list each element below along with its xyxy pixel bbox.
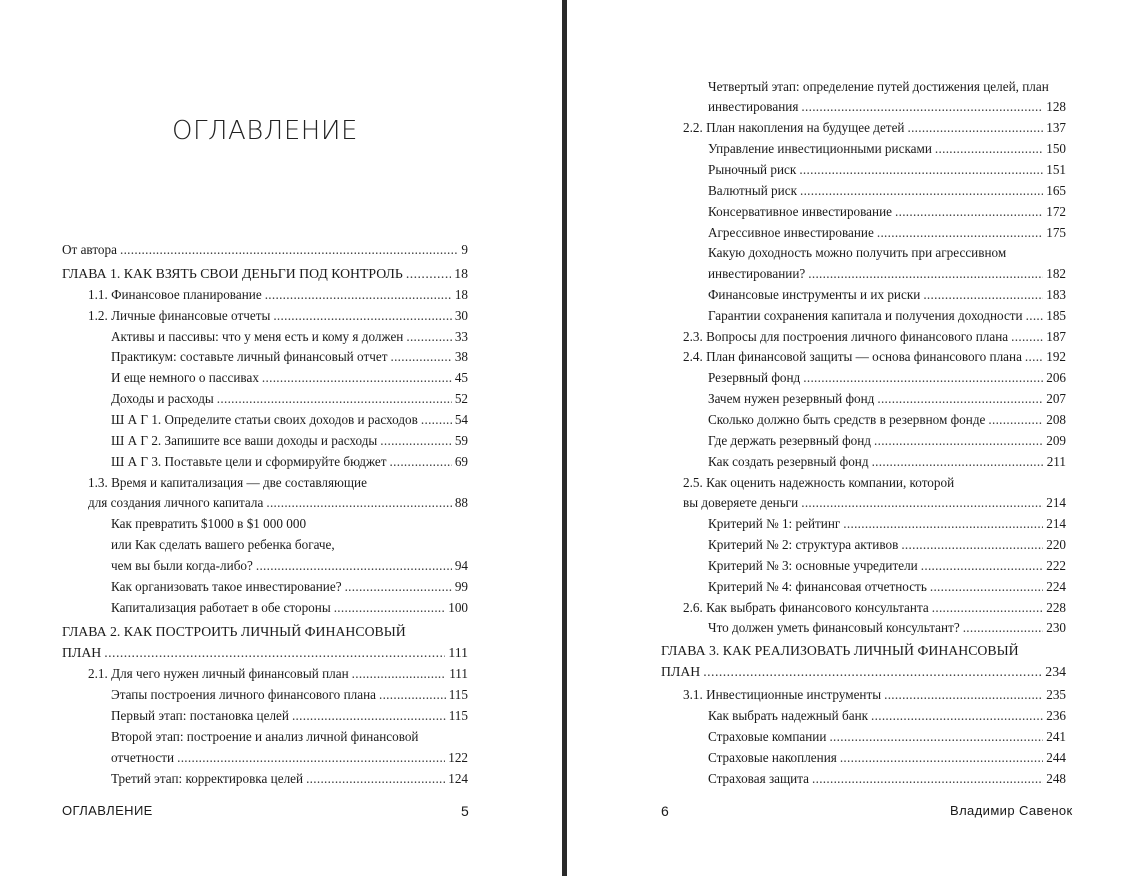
toc-entry-label: Рыночный риск — [708, 162, 797, 177]
toc-leader-dots — [306, 768, 445, 789]
toc-entry-page: 115 — [448, 708, 468, 723]
toc-entry-label: ПЛАН — [62, 645, 102, 660]
toc-entry — [708, 726, 1066, 747]
toc-leader-dots — [256, 555, 452, 576]
toc-leader-dots — [921, 555, 1043, 576]
toc-entry-page: 182 — [1046, 266, 1066, 281]
toc-entry-label: ПЛАН — [661, 664, 701, 679]
toc-entry-page: 183 — [1046, 287, 1066, 302]
toc-entry-label: Страховые компании — [708, 729, 827, 744]
toc-entry-page: 187 — [1046, 329, 1066, 344]
toc-entry-label: Критерий № 2: структура активов — [708, 537, 899, 552]
toc-entry-line: Второй этап: построение и анализ личной финансовой — [111, 729, 419, 744]
toc-leader-dots — [177, 747, 445, 768]
toc-entry-label: 2.3. Вопросы для построения личного финансового плана — [683, 329, 1009, 344]
toc-entry-label: инвестировании? — [708, 266, 806, 281]
toc-entry-label: Ш А Г 1. Определите статьи своих доходов и расходов — [111, 412, 418, 427]
toc-entry-page: 185 — [1046, 308, 1066, 323]
toc-entry — [111, 409, 468, 430]
toc-entry-line: или Как сделать вашего ребенка богаче, — [111, 537, 335, 552]
toc-entry — [708, 409, 1066, 430]
toc-entry — [111, 768, 468, 789]
toc-entry-line: Как превратить $1000 в $1 000 000 — [111, 516, 307, 531]
toc-entry-page: 18 — [454, 287, 468, 302]
toc-entry-page: 208 — [1046, 412, 1066, 427]
toc-leader-dots — [273, 305, 451, 326]
toc-entry-label: Капитализация работает в обе стороны — [111, 600, 331, 615]
toc-entry-line: 2.5. Как оценить надежность компании, которой — [683, 475, 955, 490]
toc-entry — [708, 263, 1066, 284]
toc-entry-page: 33 — [454, 329, 468, 344]
toc-entry-label: Критерий № 3: основные учредители — [708, 558, 918, 573]
toc-entry-page: 59 — [454, 433, 468, 448]
toc-leader-dots — [884, 684, 1043, 705]
toc-entry-label: Активы и пассивы: что у меня есть и кому я должен — [111, 329, 404, 344]
toc-entry-label: Этапы построения личного финансового плана — [111, 687, 376, 702]
toc-leader-dots — [379, 684, 446, 705]
toc-leader-dots — [1026, 305, 1044, 326]
toc-entry — [62, 263, 468, 284]
toc-entry-page: 99 — [454, 579, 468, 594]
toc-entry-page: 248 — [1046, 771, 1066, 786]
toc-entry-page: 235 — [1046, 687, 1066, 702]
toc-entry — [708, 555, 1066, 576]
toc-leader-dots — [803, 367, 1043, 388]
toc-leader-dots — [406, 263, 451, 284]
toc-leader-dots — [923, 284, 1043, 305]
toc-entry — [708, 180, 1066, 201]
toc-entry-label: Финансовые инструменты и их риски — [708, 287, 921, 302]
toc-entry-page: 111 — [448, 645, 468, 660]
toc-entry — [708, 159, 1066, 180]
footer-title: ОГЛАВЛЕНИЕ — [62, 803, 153, 818]
toc-leader-dots — [406, 326, 451, 347]
toc-entry-label: 2.2. План накопления на будущее детей — [683, 120, 905, 135]
toc-entry-label: 1.1. Финансовое планирование — [88, 287, 262, 302]
toc-entry-label: Практикум: составьте личный финансовый отчет — [111, 349, 388, 364]
toc-leader-dots — [874, 430, 1043, 451]
toc-leader-dots — [345, 576, 452, 597]
toc-entry-page: 94 — [454, 558, 468, 573]
toc-entry — [111, 451, 468, 472]
toc-entry-page: 137 — [1046, 120, 1066, 135]
toc-entry — [111, 555, 468, 576]
toc-entry — [88, 284, 468, 305]
toc-entry — [88, 663, 468, 684]
toc-entry-page: 228 — [1046, 600, 1066, 615]
toc-entry-label: Валютный риск — [708, 183, 797, 198]
toc-leader-dots — [801, 96, 1043, 117]
toc-entry — [708, 96, 1066, 117]
toc-entry — [111, 388, 468, 409]
toc-leader-dots — [799, 159, 1043, 180]
toc-entry-page: 214 — [1046, 495, 1066, 510]
toc-entry-line: 1.3. Время и капитализация — две составляющие — [88, 475, 367, 490]
toc-entry — [708, 513, 1066, 534]
toc-entry-label: вы доверяете деньги — [683, 495, 799, 510]
toc-entry-label: Третий этап: корректировка целей — [111, 771, 304, 786]
toc-entry — [708, 284, 1066, 305]
toc-entry-page: 165 — [1046, 183, 1066, 198]
toc-leader-dots — [932, 597, 1043, 618]
toc-entry — [708, 201, 1066, 222]
toc-entry-label: отчетности — [111, 750, 175, 765]
toc-entry — [683, 492, 1066, 513]
toc-leader-dots — [930, 576, 1043, 597]
toc-entry-page: 38 — [454, 349, 468, 364]
toc-entry — [111, 430, 468, 451]
toc-entry — [708, 576, 1066, 597]
toc-entry — [661, 661, 1066, 682]
toc-entry-label: Управление инвестиционными рисками — [708, 141, 932, 156]
toc-entry — [708, 388, 1066, 409]
toc-entry-page: 241 — [1046, 729, 1066, 744]
toc-entry — [683, 346, 1066, 367]
footer-page-number: 6 — [661, 803, 669, 819]
page-title: ОГЛАВЛЕНИЕ — [172, 116, 358, 146]
toc-entry-page: 220 — [1046, 537, 1066, 552]
toc-leader-dots — [840, 747, 1043, 768]
toc-leader-dots — [334, 597, 446, 618]
toc-leader-dots — [352, 663, 447, 684]
toc-leader-dots — [380, 430, 452, 451]
toc-leader-dots — [843, 513, 1043, 534]
toc-entry-label: 2.6. Как выбрать финансового консультанта — [683, 600, 929, 615]
toc-entry-label: Критерий № 1: рейтинг — [708, 516, 841, 531]
toc-entry-page: 128 — [1046, 99, 1066, 114]
toc-entry-label: инвестирования — [708, 99, 799, 114]
footer-author: Владимир Савенок — [950, 803, 1073, 818]
toc-leader-dots — [808, 263, 1043, 284]
toc-entry — [708, 534, 1066, 555]
toc-entry-label: Где держать резервный фонд — [708, 433, 872, 448]
toc-leader-dots — [907, 117, 1043, 138]
toc-entry — [111, 367, 468, 388]
toc-entry — [708, 705, 1066, 726]
toc-entry-page: 122 — [448, 750, 468, 765]
toc-leader-dots — [895, 201, 1043, 222]
toc-leader-dots — [262, 367, 452, 388]
toc-entry-page: 192 — [1046, 349, 1066, 364]
toc-entry-label: Гарантии сохранения капитала и получения доходности — [708, 308, 1023, 323]
toc-entry-page: 214 — [1046, 516, 1066, 531]
toc-entry — [111, 597, 468, 618]
toc-entry — [708, 451, 1066, 472]
toc-leader-dots — [265, 284, 452, 305]
toc-entry-label: Страховые накопления — [708, 750, 837, 765]
left-page — [0, 0, 562, 876]
toc-leader-dots — [800, 180, 1043, 201]
toc-leader-dots — [901, 534, 1043, 555]
toc-leader-dots — [1025, 346, 1043, 367]
toc-leader-dots — [390, 346, 451, 367]
toc-leader-dots — [1011, 326, 1043, 347]
toc-entry-page: 230 — [1046, 620, 1066, 635]
footer-page-number: 5 — [461, 803, 469, 819]
toc-entry — [683, 117, 1066, 138]
toc-entry-label: Доходы и расходы — [111, 391, 214, 406]
toc-entry-label: Как организовать такое инвестирование? — [111, 579, 342, 594]
toc-entry — [111, 747, 468, 768]
toc-entry-label: ГЛАВА 1. КАК ВЗЯТЬ СВОИ ДЕНЬГИ ПОД КОНТРОЛЬ — [62, 266, 403, 281]
toc-leader-dots — [871, 705, 1043, 726]
toc-entry-page: 151 — [1046, 162, 1066, 177]
toc-entry-label: Зачем нужен резервный фонд — [708, 391, 875, 406]
toc-entry — [88, 492, 468, 513]
toc-leader-dots — [877, 388, 1043, 409]
toc-leader-dots — [703, 661, 1042, 682]
toc-entry — [683, 597, 1066, 618]
toc-entry-page: 45 — [454, 370, 468, 385]
toc-entry-label: Критерий № 4: финансовая отчетность — [708, 579, 927, 594]
toc-entry-page: 236 — [1046, 708, 1066, 723]
toc-entry-page: 206 — [1046, 370, 1066, 385]
toc-entry-line: Какую доходность можно получить при агрессивном — [708, 245, 1007, 260]
toc-entry-label: Консервативное инвестирование — [708, 204, 893, 219]
toc-entry-page: 222 — [1046, 558, 1066, 573]
toc-entry — [683, 684, 1066, 705]
toc-leader-dots — [120, 239, 458, 260]
toc-leader-dots — [421, 409, 452, 430]
toc-entry-page: 175 — [1046, 225, 1066, 240]
toc-entry — [111, 326, 468, 347]
toc-entry-page: 69 — [454, 454, 468, 469]
toc-entry-label: для создания личного капитала — [88, 495, 264, 510]
toc-entry-label: 3.1. Инвестиционные инструменты — [683, 687, 882, 702]
toc-entry-label: 1.2. Личные финансовые отчеты — [88, 308, 271, 323]
toc-entry-page: 172 — [1046, 204, 1066, 219]
toc-entry-label: И еще немного о пассивах — [111, 370, 259, 385]
toc-entry — [683, 326, 1066, 347]
toc-entry-label: От автора — [62, 242, 117, 257]
toc-leader-dots — [266, 492, 451, 513]
toc-leader-dots — [812, 768, 1043, 789]
toc-entry — [111, 705, 468, 726]
toc-leader-dots — [292, 705, 446, 726]
toc-entry-page: 207 — [1046, 391, 1066, 406]
toc-entry — [111, 346, 468, 367]
toc-entry-page: 100 — [448, 600, 468, 615]
toc-entry — [62, 642, 468, 663]
toc-entry-label: Ш А Г 2. Запишите все ваши доходы и расходы — [111, 433, 378, 448]
toc-entry-label: 2.1. Для чего нужен личный финансовый план — [88, 666, 349, 681]
toc-entry — [708, 222, 1066, 243]
toc-entry — [62, 239, 468, 260]
toc-entry-label: Агрессивное инвестирование — [708, 225, 874, 240]
toc-entry-page: 211 — [1046, 454, 1066, 469]
toc-entry-label: Страховая защита — [708, 771, 809, 786]
toc-entry-label: Резервный фонд — [708, 370, 801, 385]
right-page — [567, 0, 1130, 876]
toc-entry-label: Как создать резервный фонд — [708, 454, 869, 469]
toc-entry-page: 224 — [1046, 579, 1066, 594]
toc-entry — [111, 684, 468, 705]
toc-entry-label: 2.4. План финансовой защиты — основа финансового плана — [683, 349, 1022, 364]
toc-entry-page: 54 — [454, 412, 468, 427]
toc-entry — [708, 617, 1066, 638]
toc-entry-page: 234 — [1045, 664, 1066, 679]
toc-entry-page: 88 — [454, 495, 468, 510]
toc-entry-page: 124 — [448, 771, 468, 786]
toc-entry-page: 30 — [454, 308, 468, 323]
toc-entry-label: Что должен уметь финансовый консультант? — [708, 620, 960, 635]
toc-leader-dots — [963, 617, 1044, 638]
toc-entry-label: Первый этап: постановка целей — [111, 708, 289, 723]
toc-entry — [708, 768, 1066, 789]
toc-entry-label: чем вы были когда-либо? — [111, 558, 253, 573]
toc-entry-line: ГЛАВА 3. КАК РЕАЛИЗОВАТЬ ЛИЧНЫЙ ФИНАНСОВЫЙ — [661, 643, 1019, 658]
toc-entry — [708, 367, 1066, 388]
toc-leader-dots — [935, 138, 1043, 159]
toc-entry — [708, 138, 1066, 159]
toc-entry-page: 244 — [1046, 750, 1066, 765]
toc-entry-label: Как выбрать надежный банк — [708, 708, 869, 723]
toc-entry — [88, 305, 468, 326]
toc-entry — [708, 305, 1066, 326]
toc-leader-dots — [988, 409, 1043, 430]
toc-entry-page: 115 — [448, 687, 468, 702]
toc-leader-dots — [217, 388, 452, 409]
toc-entry-label: Ш А Г 3. Поставьте цели и сформируйте бюджет — [111, 454, 387, 469]
toc-leader-dots — [801, 492, 1043, 513]
toc-leader-dots — [104, 642, 445, 663]
toc-entry-page: 18 — [454, 266, 468, 281]
toc-entry-line: Четвертый этап: определение путей достижения целей, план — [708, 79, 1049, 94]
toc-entry-line: ГЛАВА 2. КАК ПОСТРОИТЬ ЛИЧНЫЙ ФИНАНСОВЫЙ — [62, 624, 406, 639]
toc-entry — [111, 576, 468, 597]
toc-leader-dots — [390, 451, 452, 472]
toc-entry — [708, 430, 1066, 451]
toc-entry-label: Сколько должно быть средств в резервном фонде — [708, 412, 986, 427]
toc-entry-page: 209 — [1046, 433, 1066, 448]
toc-leader-dots — [872, 451, 1044, 472]
toc-leader-dots — [829, 726, 1043, 747]
toc-entry-page: 52 — [454, 391, 468, 406]
toc-leader-dots — [877, 222, 1043, 243]
toc-entry-page: 111 — [449, 666, 468, 681]
toc-entry — [708, 747, 1066, 768]
toc-entry-page: 150 — [1046, 141, 1066, 156]
toc-entry-page: 9 — [461, 242, 468, 257]
